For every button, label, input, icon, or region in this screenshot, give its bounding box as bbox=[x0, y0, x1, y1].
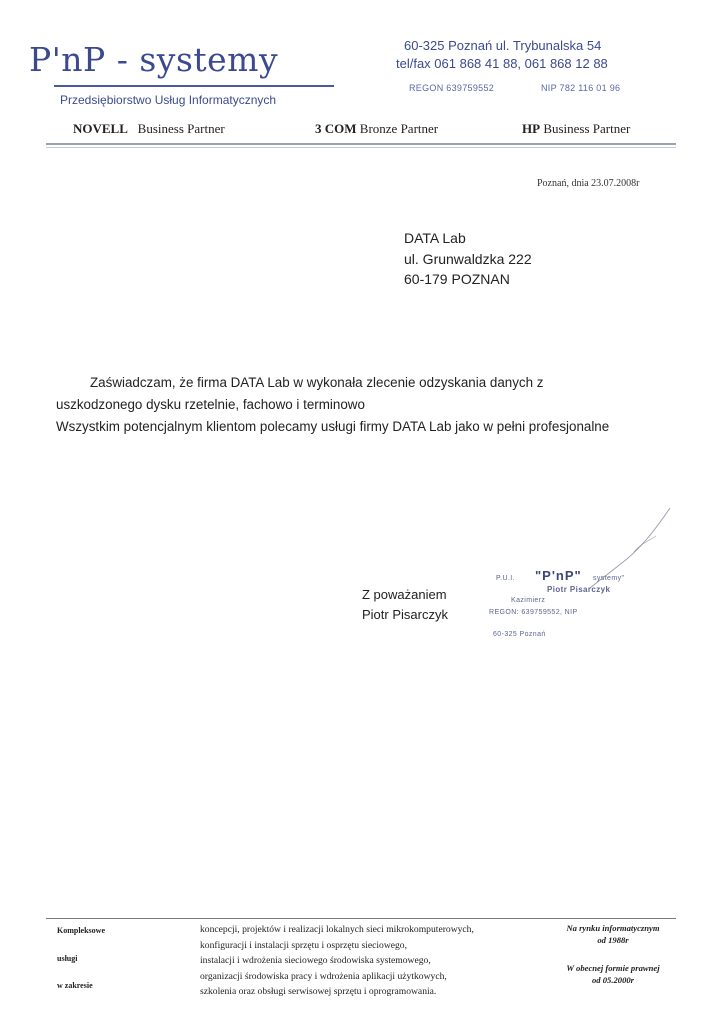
footer-left-3: w zakresie bbox=[57, 981, 93, 990]
partner-novell: NOVELL Business Partner bbox=[73, 121, 225, 136]
signature-closing: Z poważaniem bbox=[362, 587, 447, 602]
letter-body bbox=[56, 372, 681, 438]
header-divider-thin bbox=[46, 147, 676, 148]
footer-service-line: szkolenia oraz obsługi serwisowej sprzętu i oprogramowania. bbox=[200, 986, 437, 997]
stamp-line-1: P.U.I. bbox=[496, 575, 516, 582]
footer-left-2: usługi bbox=[57, 954, 78, 963]
body-paragraph-2: Wszystkim potencjalnym klientom polecamy usługi firmy DATA Lab jako w pełni profesjonalne bbox=[56, 419, 610, 434]
logo-underline bbox=[54, 85, 334, 87]
letter-date: Poznań, dnia 23.07.2008r bbox=[537, 178, 640, 189]
footer-service-line: konfiguracji i instalacji sprzętu i osprzętu sieciowego, bbox=[200, 939, 408, 951]
signature-block bbox=[362, 585, 448, 625]
stamp-company-name: "P'nP" bbox=[535, 568, 582, 583]
recipient-name: DATA Lab bbox=[404, 230, 466, 246]
company-logo: P'nP - systemy bbox=[29, 40, 279, 79]
stamp-line-6: 60-325 Poznań bbox=[493, 631, 546, 638]
body-paragraph-1-line-2: uszkodzonego dysku rzetelnie, fachowo i terminowo bbox=[56, 397, 365, 412]
body-paragraph-1-line-1: Zaświadczam, że firma DATA Lab w wykonała zlecenie odzyskania danych z bbox=[90, 375, 544, 390]
company-phone: tel/fax 061 868 41 88, 061 868 12 88 bbox=[396, 56, 608, 71]
partner-3com: 3 COM Bronze Partner bbox=[315, 121, 439, 136]
company-regon: REGON 639759552 bbox=[409, 83, 495, 93]
recipient-city: 60-179 POZNAN bbox=[404, 271, 510, 287]
company-subtitle: Przedsiębiorstwo Usług Informatycznych bbox=[60, 93, 277, 107]
footer-service-line: organizacji środowiska pracy i wdrożenia aplikacji użytkowych, bbox=[200, 970, 447, 982]
footer-left-1: Kompleksowe bbox=[57, 926, 105, 935]
stamp-line-4: REGON: 639759552, NIP bbox=[489, 609, 578, 616]
stamp-line-1b: systemy" bbox=[593, 575, 625, 582]
partner-hp: HP Business Partner bbox=[522, 121, 631, 136]
recipient-street: ul. Grunwaldzka 222 bbox=[404, 250, 532, 267]
footer-service-line: koncepcji, projektów i realizacji lokalnych sieci mikrokomputerowych, bbox=[200, 924, 474, 935]
company-nip: NIP 782 116 01 96 bbox=[541, 83, 621, 93]
footer-service-line: instalacji i wdrożenia sieciowego środowiska systemowego, bbox=[200, 955, 431, 966]
company-address: 60-325 Poznań ul. Trybunalska 54 bbox=[404, 38, 602, 53]
header-divider bbox=[46, 143, 676, 145]
footer-since-market: Na rynku informatycznym od 1988r bbox=[566, 923, 660, 945]
stamp-line-3: Kazimierz bbox=[511, 597, 546, 604]
signature-name: Piotr Pisarczyk bbox=[362, 607, 448, 622]
footer-services bbox=[200, 922, 474, 1000]
footer-divider bbox=[46, 918, 676, 919]
handwritten-signature bbox=[560, 500, 680, 590]
stamp-person: Piotr Pisarczyk bbox=[547, 585, 611, 594]
recipient-address bbox=[404, 228, 532, 290]
footer-since-legal: W obecnej formie prawnej od 05.2000r bbox=[566, 963, 660, 985]
